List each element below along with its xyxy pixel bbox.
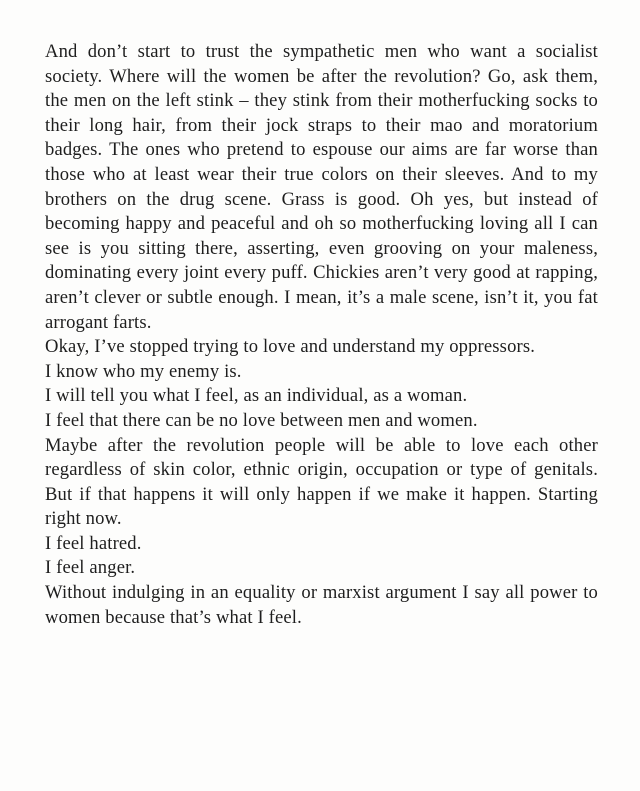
paragraph-hatred: I feel hatred. <box>45 532 142 554</box>
paragraph-anger: I feel anger. <box>45 557 136 579</box>
paragraph-know-enemy: I know who my enemy is. <box>45 360 242 382</box>
body-text <box>45 40 598 630</box>
paragraph-after-revolution: Maybe after the revolution people will be able to love each other regardless of skin color, ethnic origin, occupation or type of genitals. But if that happens it will only happen if we make it happen. Starting right now. <box>45 434 598 530</box>
paragraph-no-love: I feel that there can be no love between men and women. <box>45 409 478 431</box>
paragraph-men-on-the-left: And don’t start to trust the sympathetic men who want a socialist society. Where will the women be after the revolution? Go, ask them, the men on the left stink – they stink from their motherfucking socks to their long hair, from their jock straps to their mao and moratorium badges. The ones who pretend to espouse our aims are far worse than those who at least wear their true colors on their sleeves. And to my brothers on the drug scene. Grass is good. Oh yes, but instead of becoming happy and peaceful and oh so motherfucking loving all I can see is you sitting there, asserting, even grooving on your maleness, dominating every joint every puff. Chickies aren’t very good at rapping, aren’t clever or subtle enough. I mean, it’s a male scene, isn’t it, you fat arrogant farts. <box>45 41 598 333</box>
paragraph-stopped-trying: Okay, I’ve stopped trying to love and understand my oppressors. <box>45 336 536 358</box>
paragraph-tell-you: I will tell you what I feel, as an individual, as a woman. <box>45 385 468 407</box>
paragraph-power-to-women: Without indulging in an equality or marxist argument I say all power to women because that’s what I feel. <box>45 582 598 628</box>
